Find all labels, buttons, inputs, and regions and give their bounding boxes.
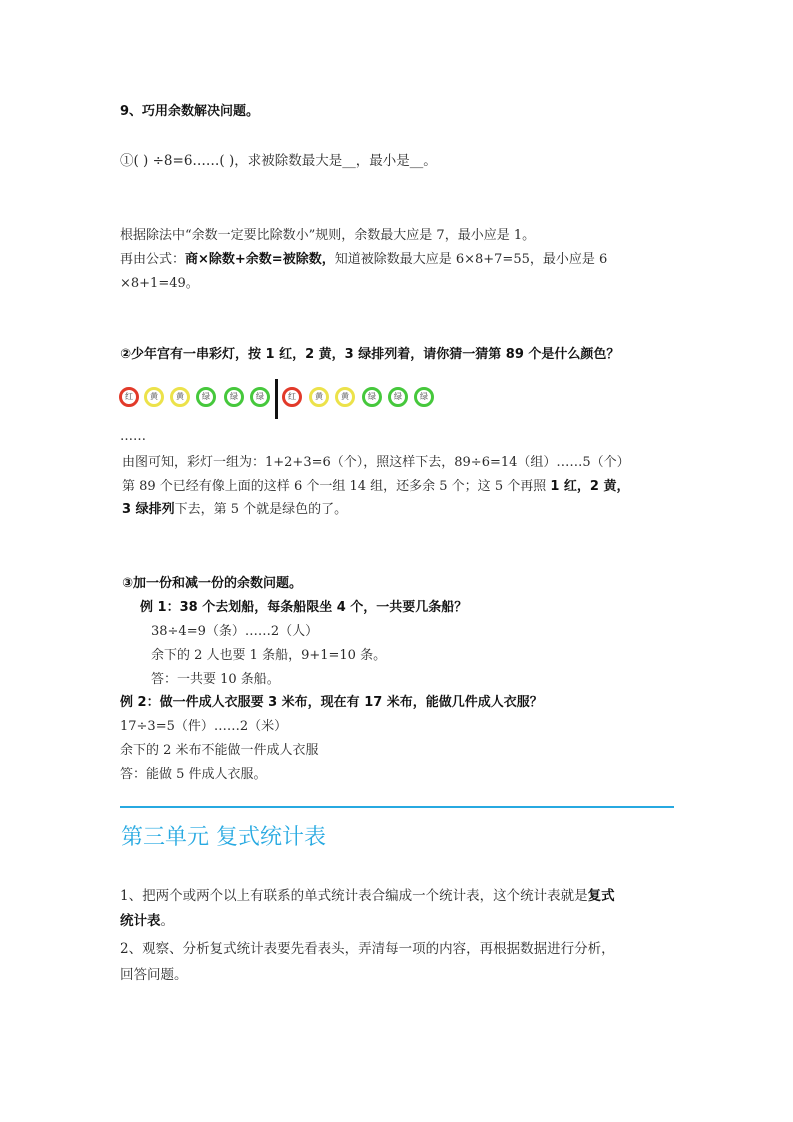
- answer-bold-2: 3 绿排列: [122, 502, 175, 517]
- unit-title: 第三单元 复式统计表: [121, 825, 326, 850]
- answer-line-3: [122, 502, 347, 518]
- answer-line-1: 由图可知，彩灯一组为：1+2+3=6（个），照这样下去，89÷6=14（组）……5（个）: [122, 455, 630, 470]
- explanation-prefix: 再由公式：: [120, 252, 186, 267]
- example-2-line-2: 余下的 2 米布不能做一件成人衣服: [120, 743, 319, 758]
- unit-paragraph-2-cont: 回答问题。: [120, 967, 188, 983]
- unit-paragraph-2: 2、观察、分析复式统计表要先看表头，弄清每一项的内容，再根据数据进行分析，: [120, 941, 615, 957]
- lantern-bead-red: 红: [119, 387, 139, 407]
- formula-bold: 商×除数+余数=被除数，: [185, 252, 335, 267]
- example-1-title: 例 1：38 个去划船，每条船限坐 4 个，一共要几条船？: [140, 600, 468, 615]
- unit-paragraph-1-cont: [120, 913, 174, 929]
- lantern-bead-yellow: 黄: [309, 387, 329, 407]
- lantern-bead-yellow: 黄: [144, 387, 164, 407]
- question-3-title: ③加一份和减一份的余数问题。: [122, 576, 303, 591]
- answer-text-2: 下去，第 5 个就是绿色的了。: [174, 502, 348, 517]
- explanation-suffix: 知道被除数最大应是 6×8+7=55，最小应是 6: [334, 252, 608, 267]
- lantern-bead-green: 绿: [388, 387, 408, 407]
- section-divider: [120, 806, 674, 808]
- paragraph-text: 1、把两个或两个以上有联系的单式统计表合编成一个统计表，这个统计表就是: [120, 888, 588, 904]
- lantern-bead-yellow: 黄: [335, 387, 355, 407]
- answer-line-2: [122, 479, 630, 495]
- explanation-line-3: ×8+1=49。: [120, 276, 199, 291]
- lantern-bead-green: 绿: [362, 387, 382, 407]
- ellipsis: ……: [120, 429, 146, 444]
- group-divider: [275, 379, 278, 419]
- unit-paragraph-1: [120, 888, 615, 904]
- explanation-line-1: 根据除法中“余数一定要比除数小”规则，余数最大应是 7，最小应是 1。: [120, 228, 536, 243]
- answer-text: 第 89 个已经有像上面的这样 6 个一组 14 组，还多余 5 个；这 5 个再照: [122, 479, 551, 494]
- question-2-title: ②少年宫有一串彩灯，按 1 红，2 黄，3 绿排列着，请你猜一猜第 89 个是什么颜色？: [120, 347, 620, 362]
- lantern-bead-green: 绿: [414, 387, 434, 407]
- lantern-bead-green: 绿: [250, 387, 270, 407]
- example-2-line-3: 答：能做 5 件成人衣服。: [120, 767, 267, 782]
- term-bold: 复式: [587, 888, 615, 904]
- lantern-bead-green: 绿: [224, 387, 244, 407]
- question-1: ①( ) ÷8=6……( )，求被除数最大是__，最小是__。: [120, 153, 437, 169]
- section-title: 9、巧用余数解决问题。: [120, 104, 260, 119]
- paragraph-end: 。: [160, 913, 174, 929]
- lantern-bead-yellow: 黄: [170, 387, 190, 407]
- lantern-bead-green: 绿: [196, 387, 216, 407]
- lantern-bead-red: 红: [282, 387, 302, 407]
- example-1-line-3: 答：一共要 10 条船。: [151, 672, 280, 687]
- example-1-line-1: 38÷4=9（条）……2（人）: [151, 624, 319, 639]
- example-1-line-2: 余下的 2 人也要 1 条船，9+1=10 条。: [151, 648, 387, 663]
- term-bold-2: 统计表: [120, 913, 161, 929]
- answer-bold: 1 红，2 黄，: [550, 479, 630, 494]
- lantern-strip: [115, 379, 445, 423]
- example-2-title: 例 2：做一件成人衣服要 3 米布，现在有 17 米布，能做几件成人衣服？: [120, 695, 543, 710]
- explanation-line-2: [120, 252, 607, 268]
- example-2-line-1: 17÷3=5（件）……2（米）: [120, 719, 288, 734]
